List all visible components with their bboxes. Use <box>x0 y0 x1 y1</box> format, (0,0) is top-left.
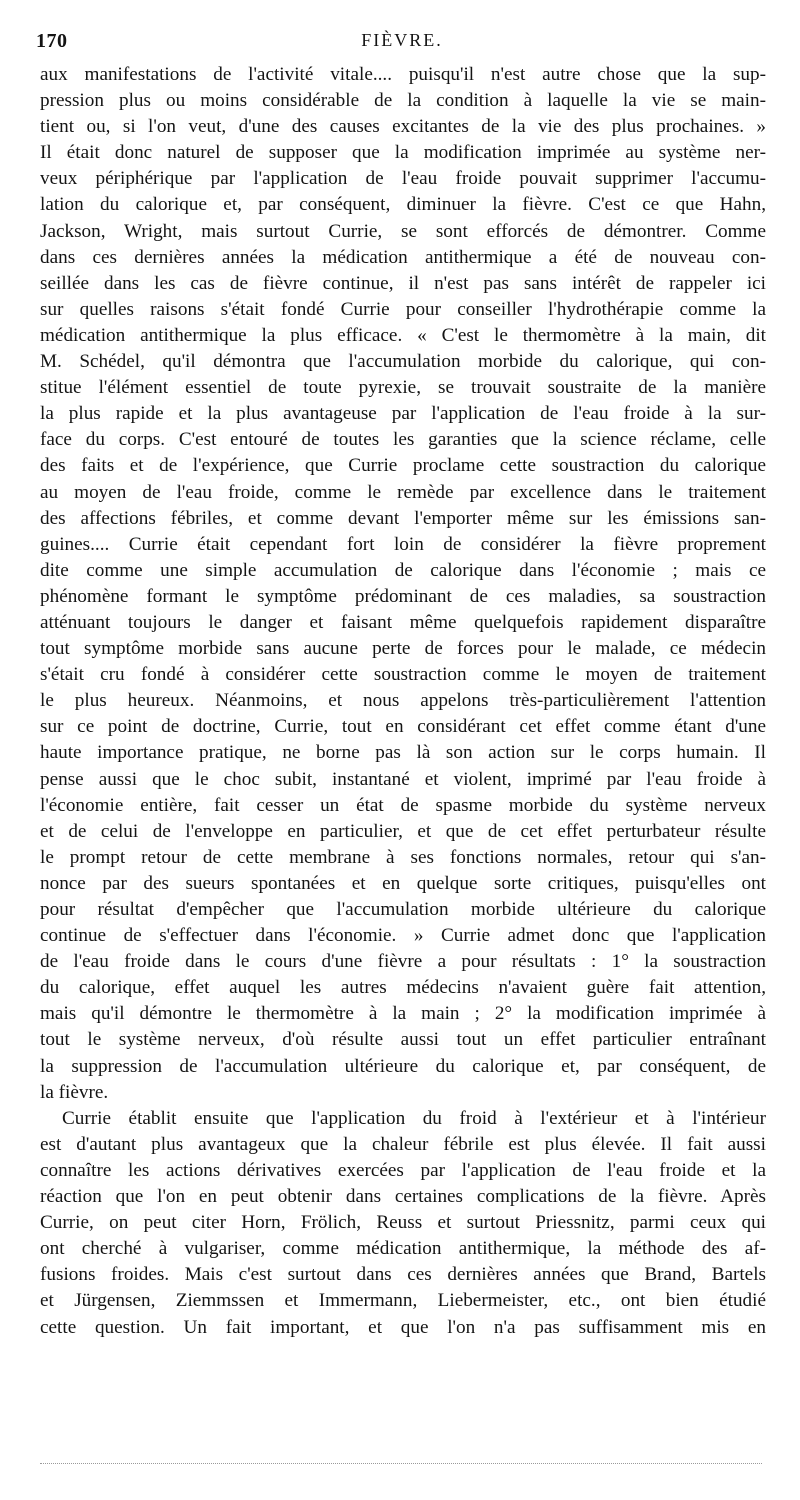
text-line: fusions froides. Mais c'est surtout dans ces dernières années que Brand, Bartels <box>40 1264 766 1286</box>
text-line: est d'autant plus avantageux que la chaleur fébrile est plus élevée. Il fait aussi <box>40 1133 766 1155</box>
text-line: des faits et de l'expérience, que Currie proclame cette soustraction du calorique <box>40 455 766 477</box>
text-line: continue de s'effectuer dans l'économie. » Currie admet donc que l'application <box>40 925 766 947</box>
text-line: du calorique, effet auquel les autres médecins n'avaient guère fait attention, <box>40 977 766 999</box>
text-line: stitue l'élément essentiel de toute pyrexie, se trouvait soustraite de la manière <box>40 377 766 399</box>
text-line: guines.... Currie était cependant fort loin de considérer la fièvre proprement <box>40 533 766 555</box>
body-text <box>40 62 766 1341</box>
text-line: dite comme une simple accumulation de calorique dans l'économie ; mais ce <box>40 559 766 581</box>
text-line: la fièvre. <box>40 1081 109 1103</box>
text-line: s'était cru fondé à considérer cette soustraction comme le moyen de traitement <box>40 664 766 686</box>
text-line: haute importance pratique, ne borne pas là son action sur le corps humain. Il <box>40 742 766 764</box>
text-line: tout le système nerveux, d'où résulte aussi tout un effet particulier entraînant <box>40 1029 766 1051</box>
text-line: Jackson, Wright, mais surtout Currie, se sont efforcés de démontrer. Comme <box>40 220 766 242</box>
text-line: et de celui de l'enveloppe en particulier, et que de cet effet perturbateur résulte <box>40 820 766 842</box>
text-line: réaction que l'on en peut obtenir dans certaines complications de la fièvre. Après <box>40 1186 766 1208</box>
text-line: tient ou, si l'on veut, d'une des causes excitantes de la vie des plus prochaines. » <box>40 116 766 138</box>
text-line: des affections fébriles, et comme devant l'emporter même sur les émissions san- <box>40 507 766 529</box>
text-line: le prompt retour de cette membrane à ses fonctions normales, retour qui s'an- <box>40 846 766 868</box>
text-line: et Jürgensen, Ziemmssen et Immermann, Liebermeister, etc., ont bien étudié <box>40 1290 766 1312</box>
text-line: cette question. Un fait important, et que l'on n'a pas suffisamment mis en <box>40 1316 766 1338</box>
running-head <box>36 30 768 56</box>
text-line: au moyen de l'eau froide, comme le remède par excellence dans le traitement <box>40 481 766 503</box>
page-number: 170 <box>36 30 68 52</box>
text-line: phénomène formant le symptôme prédominant de ces maladies, sa soustraction <box>40 585 766 607</box>
text-line: connaître les actions dérivatives exercées par l'application de l'eau froide et la <box>40 1159 766 1181</box>
text-line: sur quelles raisons s'était fondé Currie pour conseiller l'hydrothérapie comme la <box>40 298 766 320</box>
text-line: seillée dans les cas de fièvre continue, il n'est pas sans intérêt de rappeler ici <box>40 272 766 294</box>
text-line: sur ce point de doctrine, Currie, tout en considérant cet effet comme étant d'une <box>40 716 766 738</box>
text-line: aux manifestations de l'activité vitale.... puisqu'il n'est autre chose que la sup- <box>40 64 766 85</box>
text-line: M. Schédel, qu'il démontra que l'accumulation morbide du calorique, qui con- <box>40 351 766 373</box>
text-line: atténuant toujours le danger et faisant même quelquefois rapidement disparaître <box>40 611 766 633</box>
text-line: dans ces dernières années la médication antithermique a été de nouveau con- <box>40 246 766 268</box>
text-line: mais qu'il démontre le thermomètre à la main ; 2° la modification imprimée à <box>40 1003 766 1025</box>
text-line: ont cherché à vulgariser, comme médication antithermique, la méthode des af- <box>40 1238 766 1260</box>
text-line: la suppression de l'accumulation ultérieure du calorique et, par conséquent, de <box>40 1055 766 1077</box>
text-line: tout symptôme morbide sans aucune perte de forces pour le malade, ce médecin <box>40 638 766 660</box>
text-line: la plus rapide et la plus avantageuse par l'application de l'eau froide à la sur- <box>40 403 766 425</box>
text-line: de l'eau froide dans le cours d'une fièvre a pour résultats : 1° la soustraction <box>40 951 766 973</box>
text-line: l'économie entière, fait cesser un état de spasme morbide du système nerveux <box>40 794 766 816</box>
text-line: le plus heureux. Néanmoins, et nous appelons très-particulièrement l'attention <box>40 690 766 712</box>
running-title: FIÈVRE. <box>361 30 443 50</box>
text-line: pense aussi que le choc subit, instantané et violent, imprimé par l'eau froide à <box>40 768 766 790</box>
text-line: Il était donc naturel de supposer que la modification imprimée au système ner- <box>40 142 766 164</box>
text-line: pression plus ou moins considérable de la condition à laquelle la vie se main- <box>40 90 766 112</box>
text-line: veux périphérique par l'application de l'eau froide pouvait supprimer l'accumu- <box>40 168 766 190</box>
text-line: face du corps. C'est entouré de toutes les garanties que la science réclame, celle <box>40 429 766 451</box>
text-line: pour résultat d'empêcher que l'accumulation morbide ultérieure du calorique <box>40 899 766 920</box>
text-line: Currie, on peut citer Horn, Frölich, Reuss et surtout Priessnitz, parmi ceux qui <box>40 1212 766 1234</box>
text-line: nonce par des sueurs spontanées et en quelque sorte critiques, puisqu'elles ont <box>40 872 766 894</box>
text-line: médication antithermique la plus efficace. « C'est le thermomètre à la main, dit <box>40 324 766 346</box>
text-line: lation du calorique et, par conséquent, diminuer la fièvre. C'est ce que Hahn, <box>40 194 766 216</box>
footer-dotted-rule <box>40 1463 762 1464</box>
text-line: Currie établit ensuite que l'application du froid à l'extérieur et à l'intérieur <box>62 1107 766 1129</box>
